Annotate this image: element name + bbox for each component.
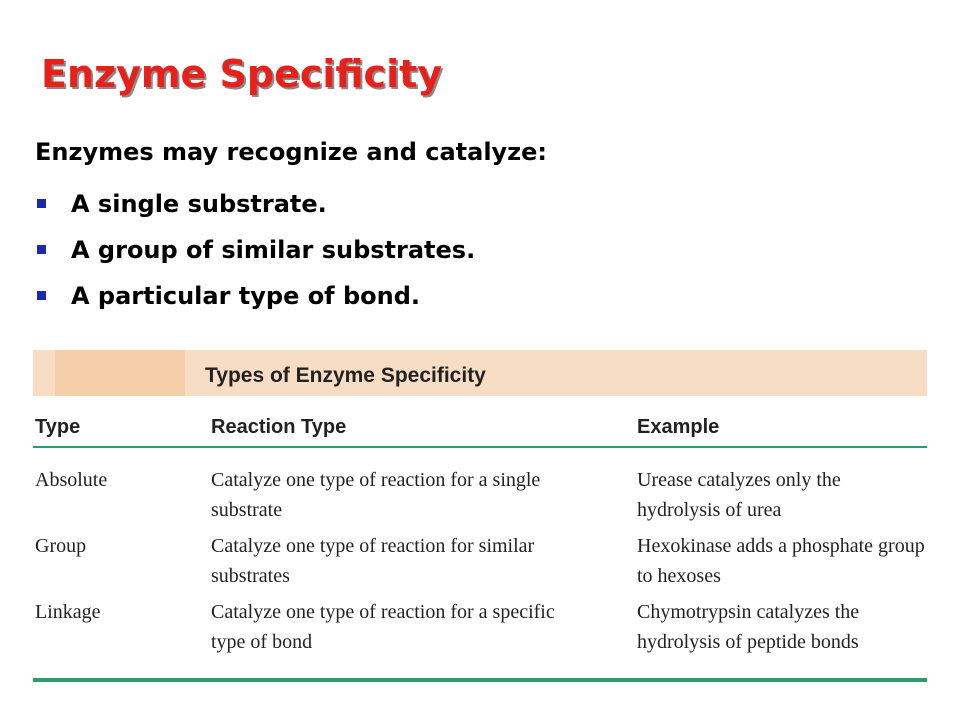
cell-reaction: Catalyze one type of reaction for a specific type of bond — [211, 601, 555, 653]
cell-type: Group — [35, 535, 87, 557]
cell-type: Absolute — [35, 469, 108, 491]
banner-accent — [55, 350, 185, 396]
table-row — [33, 531, 927, 593]
bullet-text: A group of similar substrates. — [71, 236, 476, 264]
cell-type: Linkage — [35, 601, 101, 623]
bullet-square-icon — [37, 245, 46, 254]
bullet-text: A single substrate. — [71, 190, 327, 218]
table-banner — [33, 350, 927, 396]
cell-reaction: Catalyze one type of reaction for a single substrate — [211, 469, 541, 521]
cell-reaction: Catalyze one type of reaction for similar substrates — [211, 535, 535, 587]
bullet-item — [35, 183, 475, 229]
header-example: Example — [637, 416, 720, 438]
intro-text: Enzymes may recognize and catalyze: — [35, 138, 548, 166]
table-header-row — [33, 410, 927, 448]
bullet-item — [35, 229, 475, 275]
cell-example: Chymotrypsin catalyzes the hydrolysis of peptide bonds — [637, 601, 860, 653]
bullet-item — [35, 275, 475, 321]
slide-title: Enzyme Specificity — [41, 52, 443, 96]
table-bottom-rule — [33, 678, 927, 682]
cell-example: Urease catalyzes only the hydrolysis of urea — [637, 469, 841, 521]
bullet-square-icon — [37, 199, 46, 208]
header-reaction-type: Reaction Type — [211, 416, 347, 438]
header-type: Type — [35, 416, 81, 438]
cell-example: Hexokinase adds a phosphate group to hexoses — [637, 535, 925, 587]
specificity-table — [33, 350, 927, 686]
table-row — [33, 465, 927, 527]
table-row — [33, 597, 927, 659]
bullet-square-icon — [37, 291, 46, 300]
bullet-list — [35, 183, 475, 321]
table-caption: Types of Enzyme Specificity — [205, 364, 486, 387]
bullet-text: A particular type of bond. — [71, 282, 421, 310]
